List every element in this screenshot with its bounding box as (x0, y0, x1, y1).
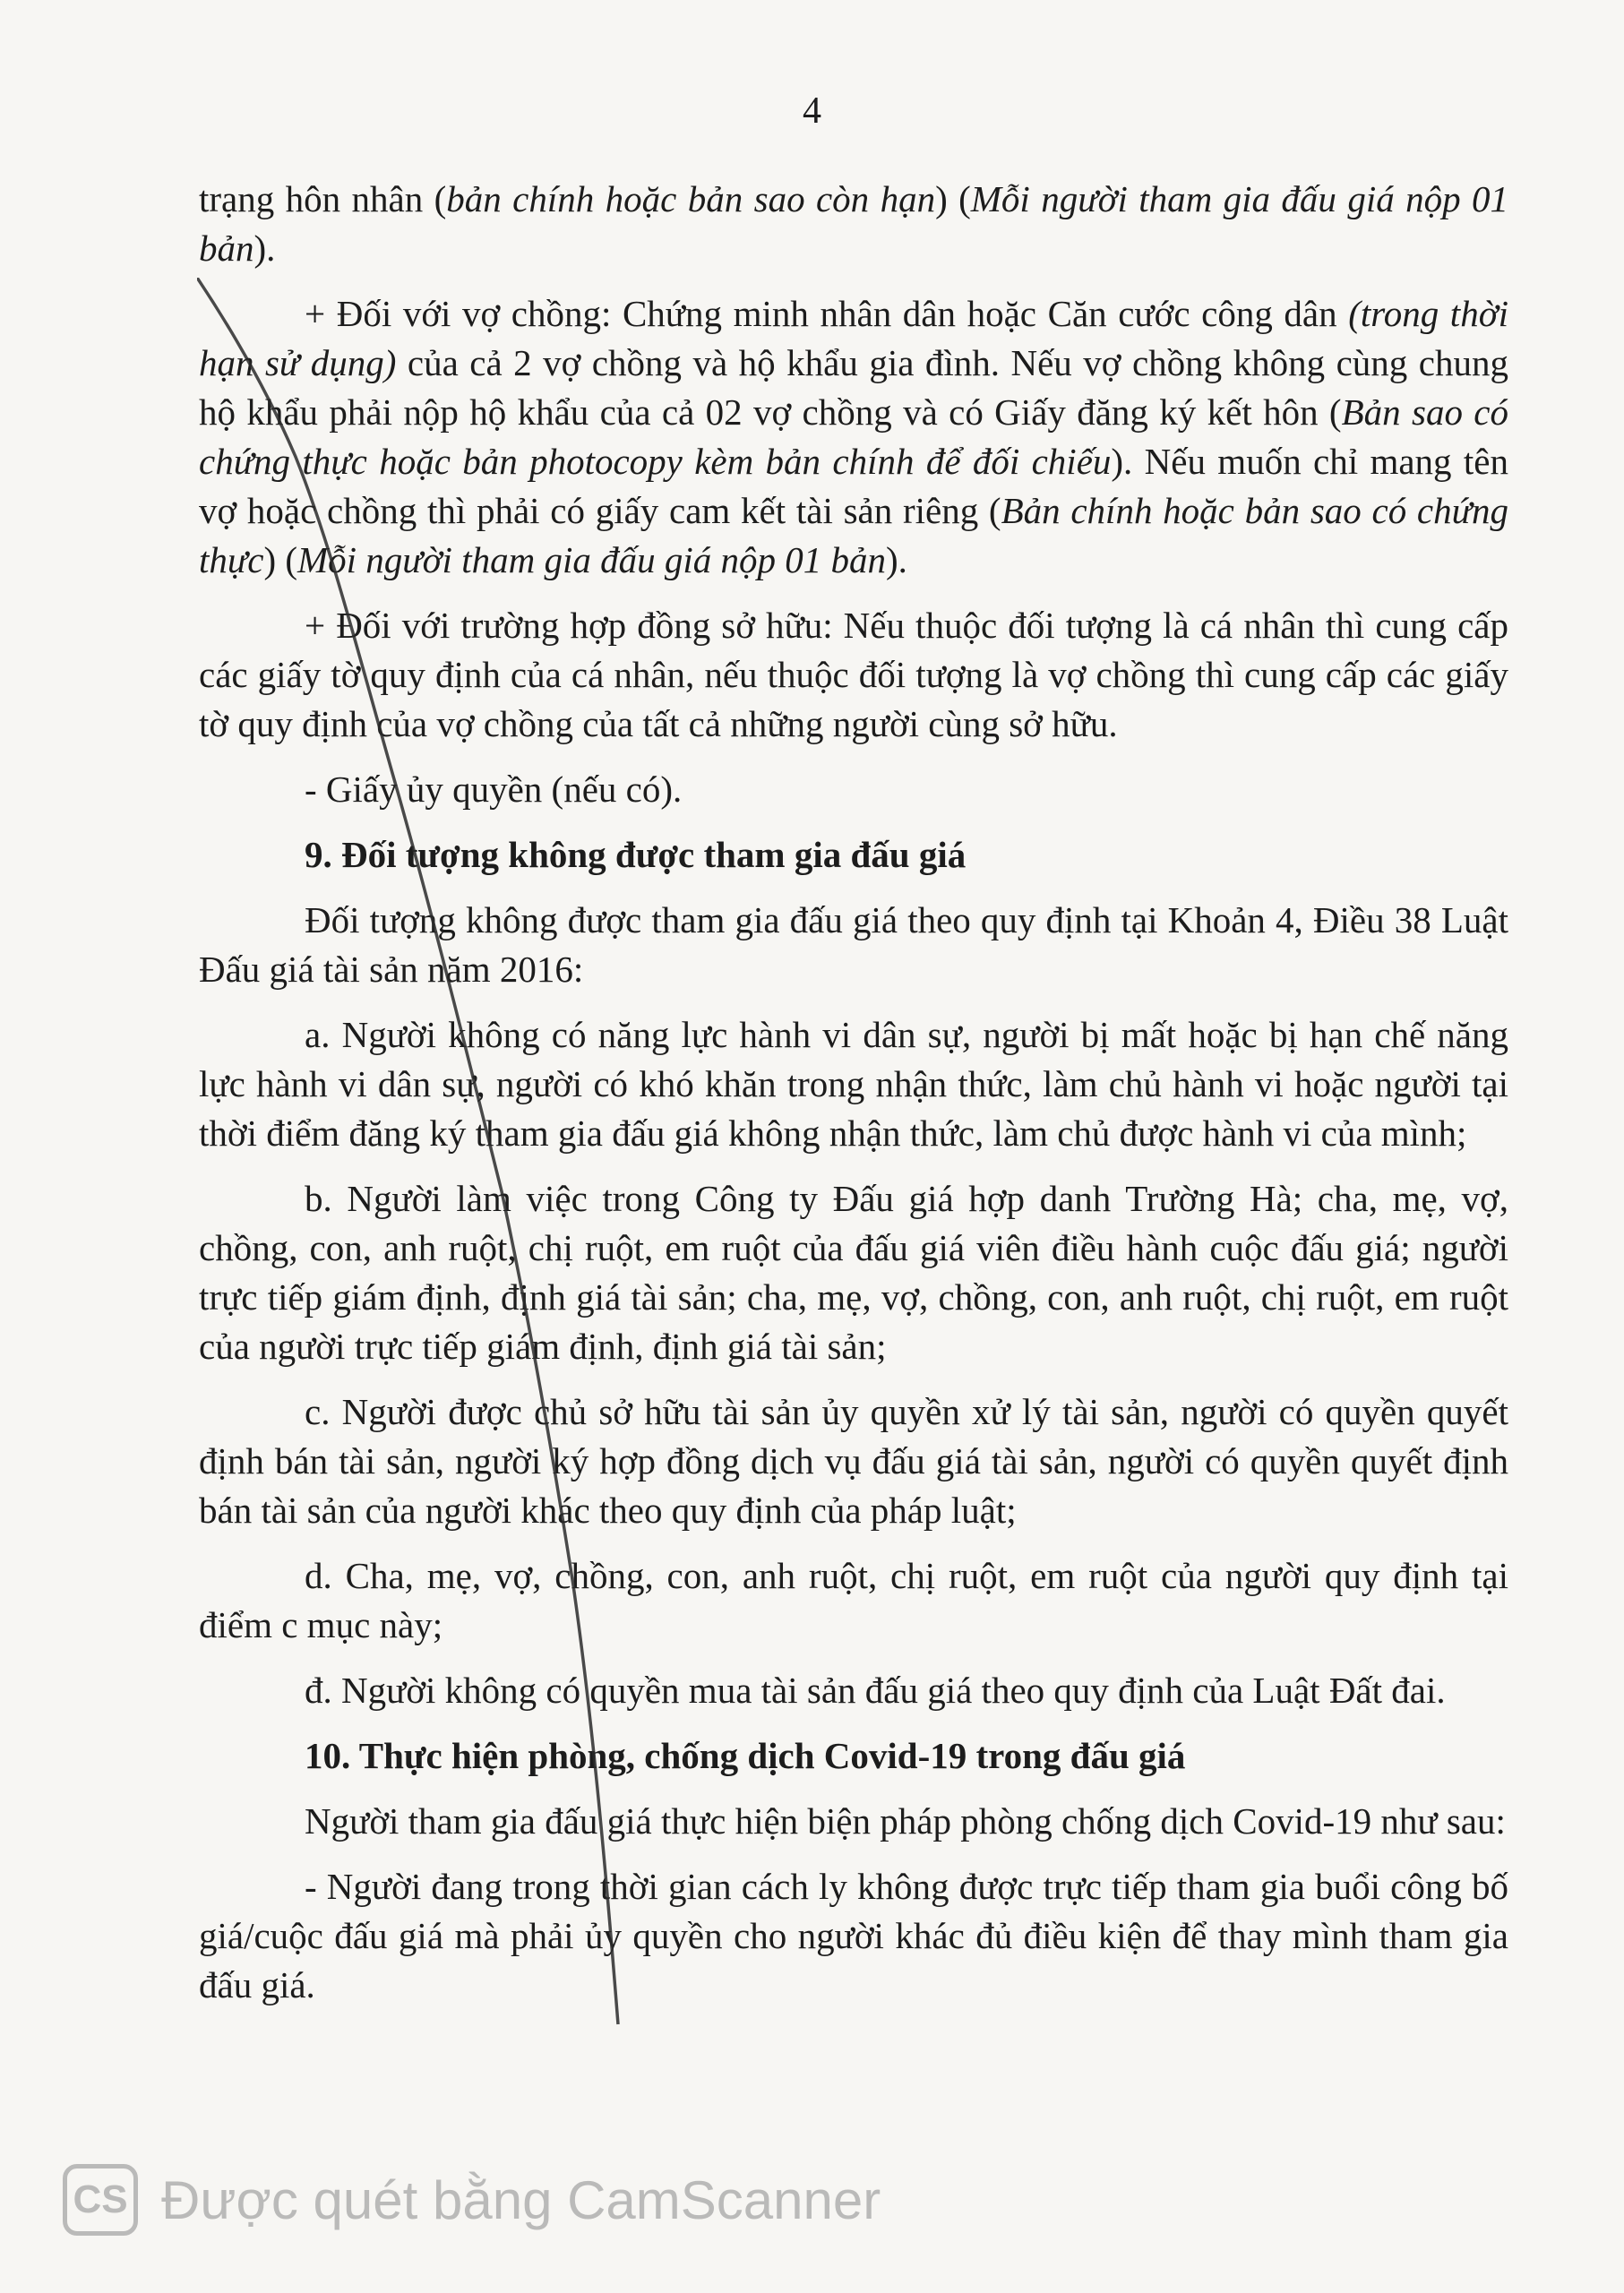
text-run: b. Người làm việc trong Công ty Đấu giá hợp danh Trường Hà; cha, mẹ, vợ, chồng, con, anh ruột, chị ruột, em ruột của đấu giá viên điều hành cuộc đấu giá; người trực tiếp giám định, định giá tài sản; cha, mẹ, vợ, chồng, con, anh ruột, chị ruột, em ruột của người trực tiếp giám định, định giá tài sản; (199, 1178, 1508, 1367)
margin-stamp-mark (1593, 1299, 1620, 1621)
camscanner-watermark (63, 2157, 881, 2243)
text-run: + Đối với vợ chồng: Chứng minh nhân dân hoặc Căn cước công dân (305, 293, 1349, 334)
italic-text: bản chính hoặc bản sao còn hạn (446, 178, 936, 219)
italic-text: Mỗi người tham gia đấu giá nộp 01 bản (297, 539, 886, 580)
text-run: a. Người không có năng lực hành vi dân sự, người bị mất hoặc bị hạn chế năng lực hành vi dân sự, người có khó khăn trong nhận thức, làm chủ hành vi hoặc người tại thời điểm đăng ký tham gia đấu giá không nhận thức, làm chủ được hành vi của mình; (199, 1014, 1508, 1154)
paragraph (199, 601, 1508, 749)
document-body (199, 175, 1508, 2026)
italic-text: Bản chính hoặc bản sao có chứng thực (199, 490, 1508, 580)
text-run: ). (885, 539, 907, 580)
paragraph (199, 175, 1508, 273)
camscanner-logo-icon: CS (63, 2164, 138, 2236)
text-run: Đối tượng không được tham gia đấu giá theo quy định tại Khoản 4, Điều 38 Luật Đấu giá tài sản năm 2016: (199, 899, 1508, 990)
italic-text: (trong thời hạn sử dụng) (199, 293, 1508, 383)
paragraph (199, 765, 1508, 814)
text-run: - Giấy ủy quyền (nếu có). (305, 769, 683, 810)
text-run: đ. Người không có quyền mua tài sản đấu giá theo quy định của Luật Đất đai. (305, 1670, 1446, 1711)
paragraph (199, 289, 1508, 585)
text-run: ). (253, 228, 276, 269)
text-run: d. Cha, mẹ, vợ, chồng, con, anh ruột, chị ruột, em ruột của người quy định tại điểm c mục này; (199, 1555, 1508, 1645)
text-run: ). Nếu muốn chỉ mang tên vợ hoặc chồng thì phải có giấy cam kết tài sản riêng ( (199, 441, 1508, 531)
paragraph (199, 1862, 1508, 2010)
paragraph (199, 1387, 1508, 1535)
text-run: trạng hôn nhân ( (199, 178, 447, 219)
paragraph (199, 1010, 1508, 1158)
text-run: + Đối với trường hợp đồng sở hữu: Nếu thuộc đối tượng là cá nhân thì cung cấp các giấy tờ quy định của cá nhân, nếu thuộc đối tượng là vợ chồng thì cung cấp các giấy tờ quy định của vợ chồng của tất cả những người cùng sở hữu. (199, 605, 1508, 744)
page-number: 4 (803, 90, 821, 132)
text-run: của cả 2 vợ chồng và hộ khẩu gia đình. Nếu vợ chồng không cùng chung hộ khẩu phải nộp hộ khẩu của cả 02 vợ chồng và có Giấy đăng ký kết hôn ( (199, 342, 1508, 433)
text-run: - Người đang trong thời gian cách ly không được trực tiếp tham gia buổi công bố giá/cuộc đấu giá mà phải ủy quyền cho người khác đủ điều kiện để thay mình tham gia đấu giá. (199, 1866, 1508, 2005)
paragraph (199, 1797, 1508, 1846)
paragraph (199, 1666, 1508, 1715)
text-run: Người tham gia đấu giá thực hiện biện pháp phòng chống dịch Covid-19 như sau: (305, 1800, 1506, 1842)
text-run: ) ( (935, 178, 971, 219)
paragraph (199, 896, 1508, 994)
paragraph (199, 1551, 1508, 1650)
italic-text: Bản sao có chứng thực hoặc bản photocopy kèm bản chính để đối chiếu (199, 391, 1509, 482)
text-run: c. Người được chủ sở hữu tài sản ủy quyền xử lý tài sản, người có quyền quyết định bán tài sản, người ký hợp đồng dịch vụ đấu giá tài sản, người có quyền quyết định bán tài sản của người khác theo quy định của pháp luật; (199, 1391, 1508, 1531)
text-run: ) ( (263, 539, 298, 580)
paragraph (199, 1174, 1508, 1371)
italic-text: Mỗi người tham gia đấu giá nộp 01 bản (199, 178, 1508, 269)
section-heading: 9. Đối tượng không được tham gia đấu giá (305, 834, 967, 875)
section-heading: 10. Thực hiện phòng, chống dịch Covid-19 trong đấu giá (305, 1735, 1186, 1776)
watermark-text: Được quét bằng CamScanner (161, 2169, 881, 2230)
